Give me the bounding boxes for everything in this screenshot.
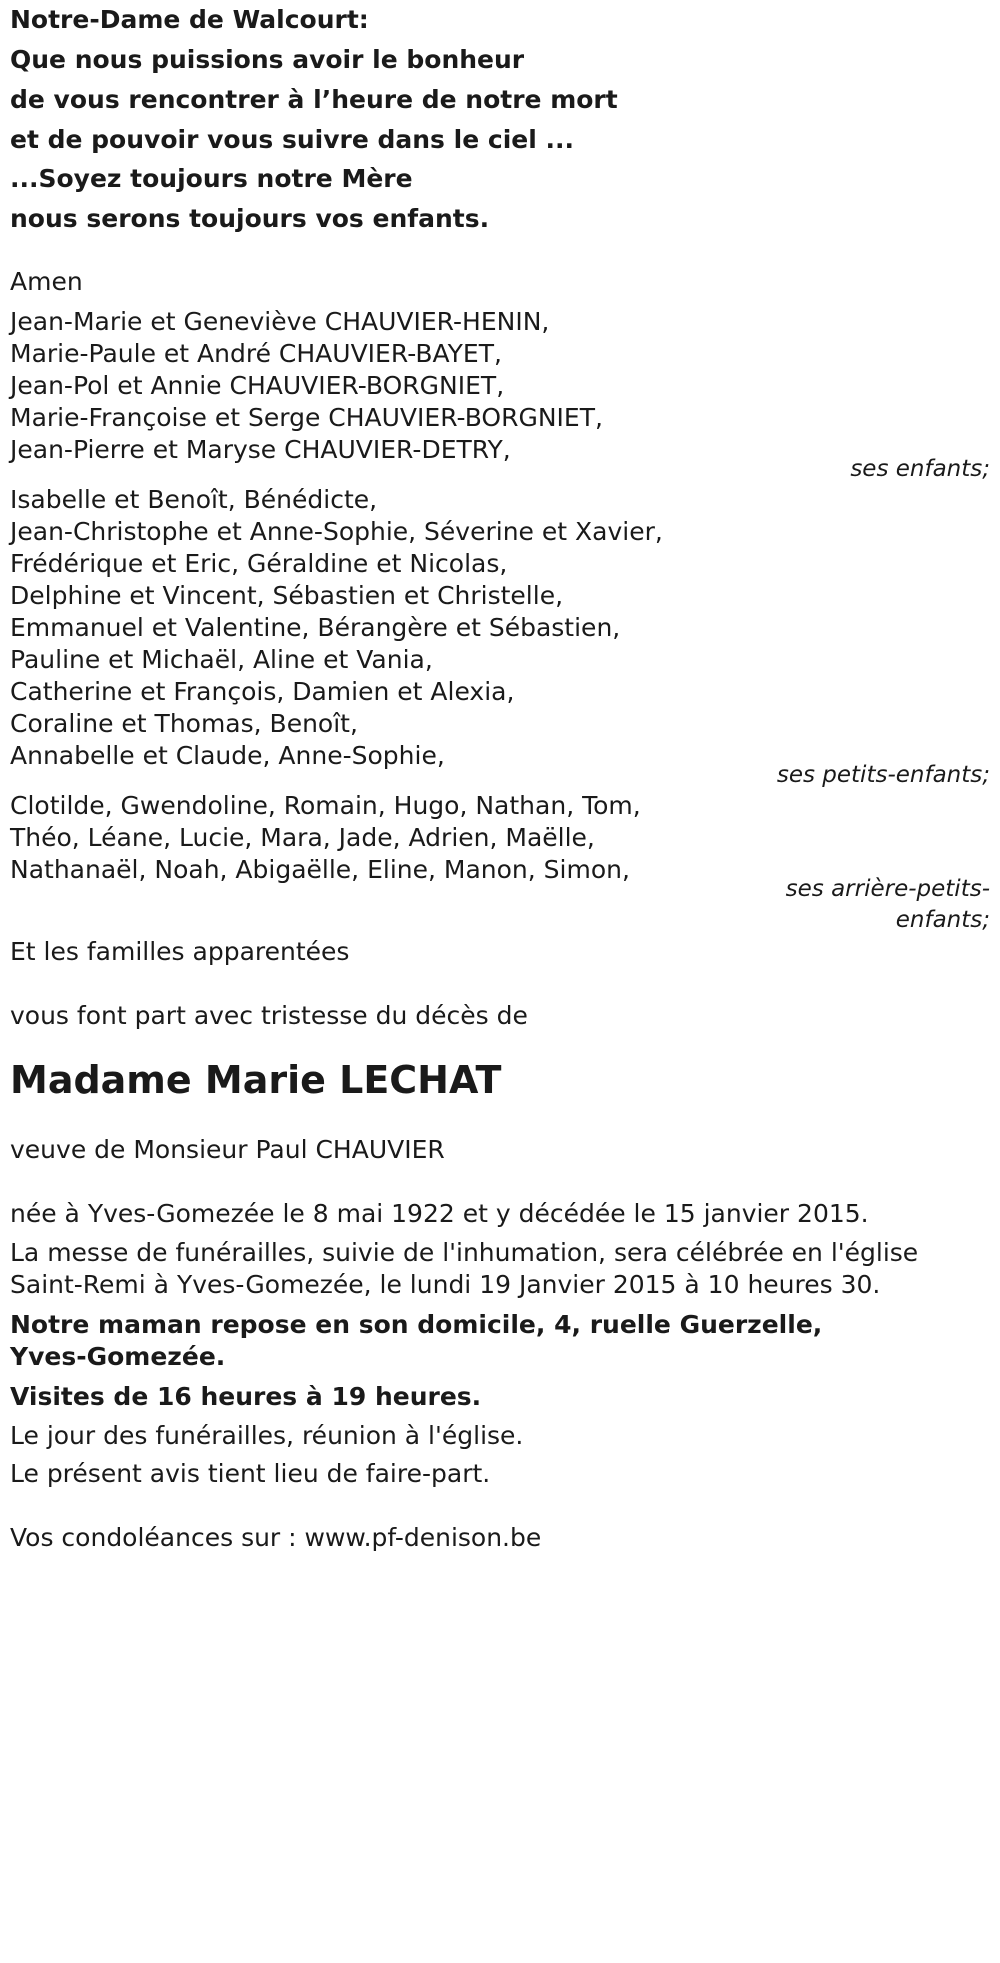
prayer-line: de vous rencontrer à l’heure de notre mort: [10, 85, 618, 114]
repose-line: Yves-Gomezée.: [10, 1342, 226, 1371]
prayer-line: et de pouvoir vous suivre dans le ciel ...: [10, 125, 574, 154]
prayer-line: Notre-Dame de Walcourt:: [10, 5, 369, 34]
amen-text: Amen: [10, 267, 83, 296]
repose-line: Notre maman repose en son domicile, 4, ruelle Guerzelle,: [10, 1310, 823, 1339]
grandchild-line: Frédérique et Eric, Géraldine et Nicolas,: [10, 549, 508, 578]
great-grandchild-line: Théo, Léane, Lucie, Mara, Jade, Adrien, Maëlle,: [10, 823, 595, 852]
great-grandchildren-label: ses arrière-petits-: [785, 876, 990, 902]
condolences-text: Vos condoléances sur : www.pf-denison.be: [10, 1523, 542, 1552]
prayer-line: nous serons toujours vos enfants.: [10, 204, 490, 233]
mass-line: Saint-Remi à Yves-Gomezée, le lundi 19 Janvier 2015 à 10 heures 30.: [10, 1270, 881, 1299]
widow-of-text: veuve de Monsieur Paul CHAUVIER: [10, 1135, 445, 1164]
visits-text: Visites de 16 heures à 19 heures.: [10, 1382, 482, 1411]
child-line: Jean-Pol et Annie CHAUVIER-BORGNIET,: [10, 371, 505, 400]
great-grandchild-line: Nathanaël, Noah, Abigaëlle, Eline, Manon, Simon,: [10, 855, 630, 884]
grandchild-line: Annabelle et Claude, Anne-Sophie,: [10, 741, 445, 770]
deceased-name: Madame Marie LECHAT: [10, 1058, 502, 1102]
grandchild-line: Coraline et Thomas, Benoît,: [10, 709, 358, 738]
grandchild-line: Delphine et Vincent, Sébastien et Christelle,: [10, 581, 564, 610]
announcement-text: vous font part avec tristesse du décès de: [10, 1001, 528, 1030]
grandchild-line: Emmanuel et Valentine, Bérangère et Sébastien,: [10, 613, 621, 642]
child-line: Jean-Pierre et Maryse CHAUVIER-DETRY,: [10, 435, 511, 464]
prayer-line: ...Soyez toujours notre Mère: [10, 164, 413, 193]
grandchild-line: Catherine et François, Damien et Alexia,: [10, 677, 515, 706]
child-line: Jean-Marie et Geneviève CHAUVIER-HENIN,: [10, 307, 550, 336]
great-grandchild-line: Clotilde, Gwendoline, Romain, Hugo, Nathan, Tom,: [10, 791, 641, 820]
grandchild-line: Isabelle et Benoît, Bénédicte,: [10, 485, 378, 514]
mass-line: La messe de funérailles, suivie de l'inhumation, sera célébrée en l'église: [10, 1238, 919, 1267]
great-grandchildren-label: enfants;: [895, 907, 990, 933]
child-line: Marie-Françoise et Serge CHAUVIER-BORGNIET,: [10, 403, 603, 432]
grandchild-line: Jean-Christophe et Anne-Sophie, Séverine et Xavier,: [10, 517, 663, 546]
grandchild-line: Pauline et Michaël, Aline et Vania,: [10, 645, 433, 674]
meeting-text: Le jour des funérailles, réunion à l'église.: [10, 1421, 524, 1450]
notice-text: Le présent avis tient lieu de faire-part.: [10, 1459, 491, 1488]
families-text: Et les familles apparentées: [10, 937, 350, 966]
birth-death-text: née à Yves-Gomezée le 8 mai 1922 et y décédée le 15 janvier 2015.: [10, 1199, 869, 1228]
prayer-line: Que nous puissions avoir le bonheur: [10, 45, 525, 74]
grandchildren-label: ses petits-enfants;: [776, 762, 990, 788]
child-line: Marie-Paule et André CHAUVIER-BAYET,: [10, 339, 502, 368]
children-label: ses enfants;: [850, 456, 990, 482]
